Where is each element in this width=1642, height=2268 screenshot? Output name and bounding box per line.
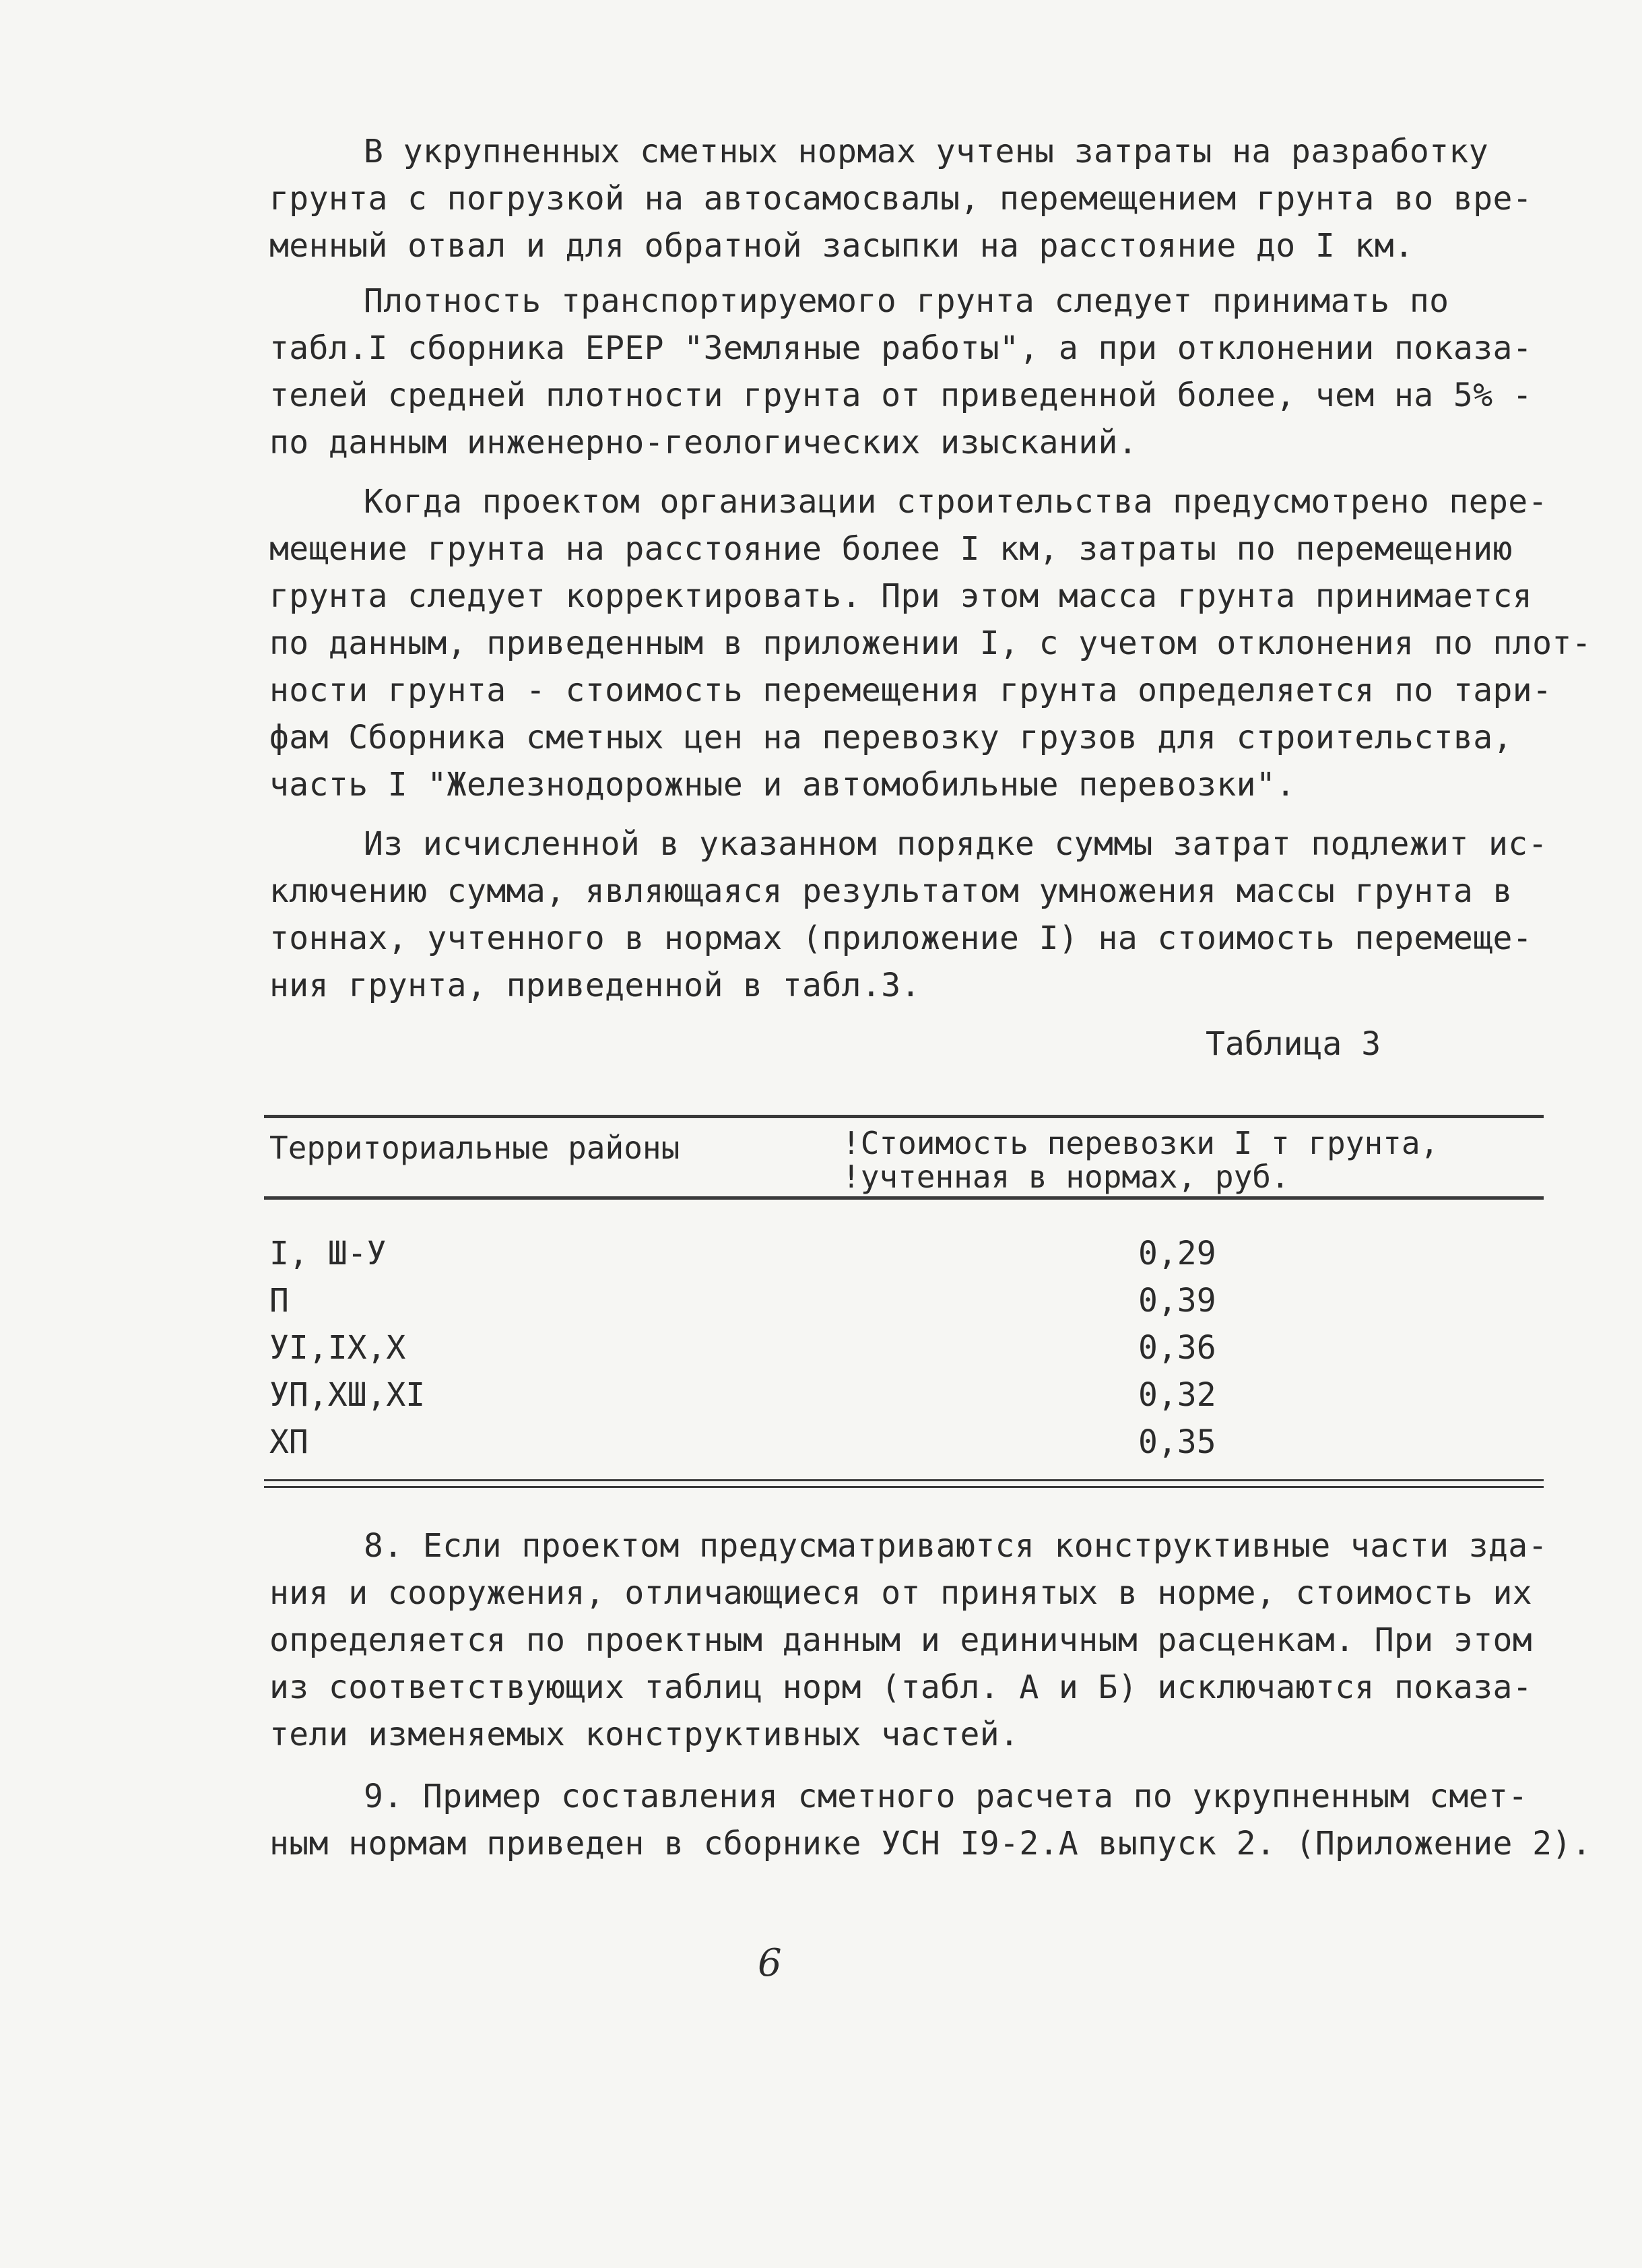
text-line: В укрупненных сметных нормах учтены затраты на разработку xyxy=(364,133,1489,170)
paragraph-exclusion-sum xyxy=(269,820,1548,1009)
text-line: Плотность транспортируемого грунта следует принимать по xyxy=(364,282,1449,320)
text-line: Из исчисленной в указанном порядке суммы затрат подлежит ис- xyxy=(364,825,1548,863)
table-bottom-rule xyxy=(264,1486,1544,1488)
text-line: 9. Пример составления сметного расчета по укрупненным смет- xyxy=(364,1778,1528,1815)
table-caption: Таблица 3 xyxy=(1206,1025,1381,1063)
text-line: по данным, приведенным в приложении I, с учетом отклонения по плот- xyxy=(269,624,1591,662)
region-cell: П xyxy=(269,1282,289,1320)
table-header-cost-line1: !Стоимость перевозки I т грунта, xyxy=(842,1125,1439,1161)
table-header-regions: Территориальные районы xyxy=(269,1130,680,1166)
table-bottom-rule xyxy=(264,1479,1544,1481)
text-line: 8. Если проектом предусматриваются конструктивные части зда- xyxy=(364,1527,1548,1565)
cost-cell: 0,35 xyxy=(1138,1423,1216,1461)
text-line: телей средней плотности грунта от приведенной более, чем на 5% - xyxy=(269,377,1533,414)
text-line: мещение грунта на расстояние более I км, затраты по перемещению xyxy=(269,530,1513,568)
text-line: Когда проектом организации строительства предусмотрено пере- xyxy=(364,483,1548,521)
text-line: грунта с погрузкой на автосамосвалы, перемещением грунта во вре- xyxy=(269,180,1533,218)
text-line: тоннах, учтенного в нормах (приложение I) на стоимость перемеще- xyxy=(269,919,1533,957)
paragraph-soil-density xyxy=(269,278,1536,466)
text-line: фам Сборника сметных цен на перевозку грузов для строительства, xyxy=(269,719,1513,756)
text-line: определяется по проектным данным и единичным расценкам. При этом xyxy=(269,1621,1533,1659)
text-line: менный отвал и для обратной засыпки на расстояние до I км. xyxy=(269,227,1414,265)
table-row xyxy=(269,1371,1536,1419)
region-cell: ХП xyxy=(269,1423,308,1461)
text-line: ключению сумма, являющаяся результатом умножения массы грунта в xyxy=(269,872,1513,910)
table-top-rule xyxy=(264,1115,1544,1118)
text-line: табл.I сборника ЕРЕР "Земляные работы", а при отклонении показа- xyxy=(269,329,1533,367)
text-line: ным нормам приведен в сборнике УСН I9-2.А выпуск 2. (Приложение 2). xyxy=(269,1825,1591,1862)
text-line: из соответствующих таблиц норм (табл. А и Б) исключаются показа- xyxy=(269,1668,1533,1706)
page-number: 6 xyxy=(758,1941,782,1985)
text-line: тели изменяемых конструктивных частей. xyxy=(269,1716,1020,1753)
text-line: ности грунта - стоимость перемещения грунта определяется по тари- xyxy=(269,672,1552,709)
table-row xyxy=(269,1419,1536,1466)
paragraph-transport-correction xyxy=(269,478,1591,808)
text-line: ния и сооружения, отличающиеся от принятых в норме, стоимость их xyxy=(269,1574,1533,1612)
cost-cell: 0,29 xyxy=(1138,1235,1216,1272)
paragraph-excavation-costs xyxy=(269,128,1536,269)
cost-cell: 0,39 xyxy=(1138,1282,1216,1320)
table-row xyxy=(269,1277,1536,1324)
cost-cell: 0,36 xyxy=(1138,1329,1216,1367)
paragraph-item-9 xyxy=(269,1773,1591,1867)
text-line: ния грунта, приведенной в табл.3. xyxy=(269,967,921,1004)
text-line: по данным инженерно-геологических изысканий. xyxy=(269,424,1138,461)
region-cell: УП,ХШ,XI xyxy=(269,1376,426,1414)
table-header-rule xyxy=(264,1196,1544,1200)
paragraph-item-8 xyxy=(269,1522,1548,1758)
table-row xyxy=(269,1230,1536,1277)
text-line: грунта следует корректировать. При этом масса грунта принимается xyxy=(269,577,1533,615)
text-line: часть I "Железнодорожные и автомобильные перевозки". xyxy=(269,766,1296,804)
table-row xyxy=(269,1324,1536,1371)
cost-cell: 0,32 xyxy=(1138,1376,1216,1414)
table-header-cost-line2: !учтенная в нормах, руб. xyxy=(842,1159,1290,1195)
region-cell: УI,IX,X xyxy=(269,1329,406,1367)
region-cell: I, Ш-У xyxy=(269,1235,387,1272)
